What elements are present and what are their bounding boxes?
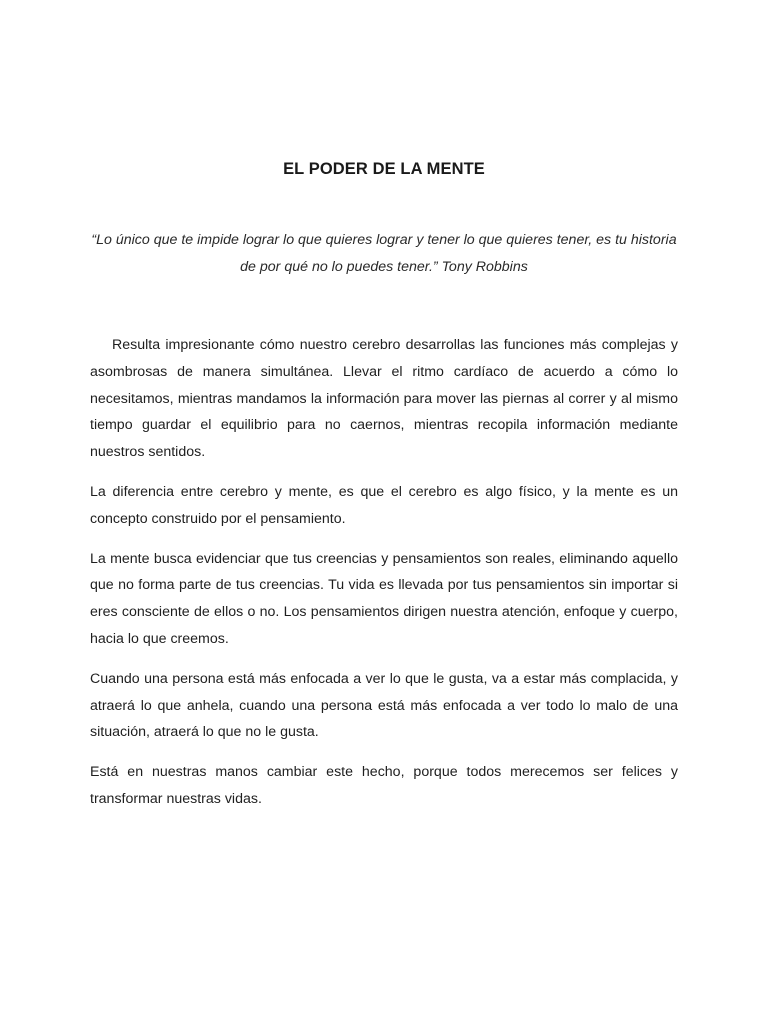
paragraph-4: Cuando una persona está más enfocada a ver lo que le gusta, va a estar más complacida, y atraerá lo que anhela, cuando una persona está más enfocada a ver todo lo malo de una situación, atraerá lo que no le gusta. bbox=[90, 670, 678, 741]
paragraph-2: La diferencia entre cerebro y mente, es que el cerebro es algo físico, y la mente es un concepto construido por el pensamiento. bbox=[90, 483, 678, 527]
document-body bbox=[90, 332, 678, 826]
paragraph-5: Está en nuestras manos cambiar este hecho, porque todos merecemos ser felices y transformar nuestras vidas. bbox=[90, 764, 678, 807]
paragraph-1: Resulta impresionante cómo nuestro cerebro desarrollas las funciones más complejas y asombrosas de manera simultánea. Llevar el ritmo cardíaco de acuerdo a cómo lo necesitamos, mientras mandamos la información para mover las piernas al correr y al mismo tiempo guardar el equilibrio para no caernos, mientras recopila información mediante nuestros sentidos. bbox=[90, 337, 678, 461]
epigraph-quote: “Lo único que te impide lograr lo que quieres lograr y tener lo que quieres tener, es tu historia de por qué no lo puedes tener.” Tony Robbins bbox=[91, 232, 677, 275]
paragraph-3: La mente busca evidenciar que tus creencias y pensamientos son reales, eliminando aquello que no forma parte de tus creencias. Tu vida es llevada por tus pensamientos sin importar si eres consciente de ellos o no. Los pensamientos dirigen nuestra atención, enfoque y cuerpo, hacia lo que creemos. bbox=[90, 550, 678, 647]
document-title: EL PODER DE LA MENTE bbox=[283, 160, 485, 178]
